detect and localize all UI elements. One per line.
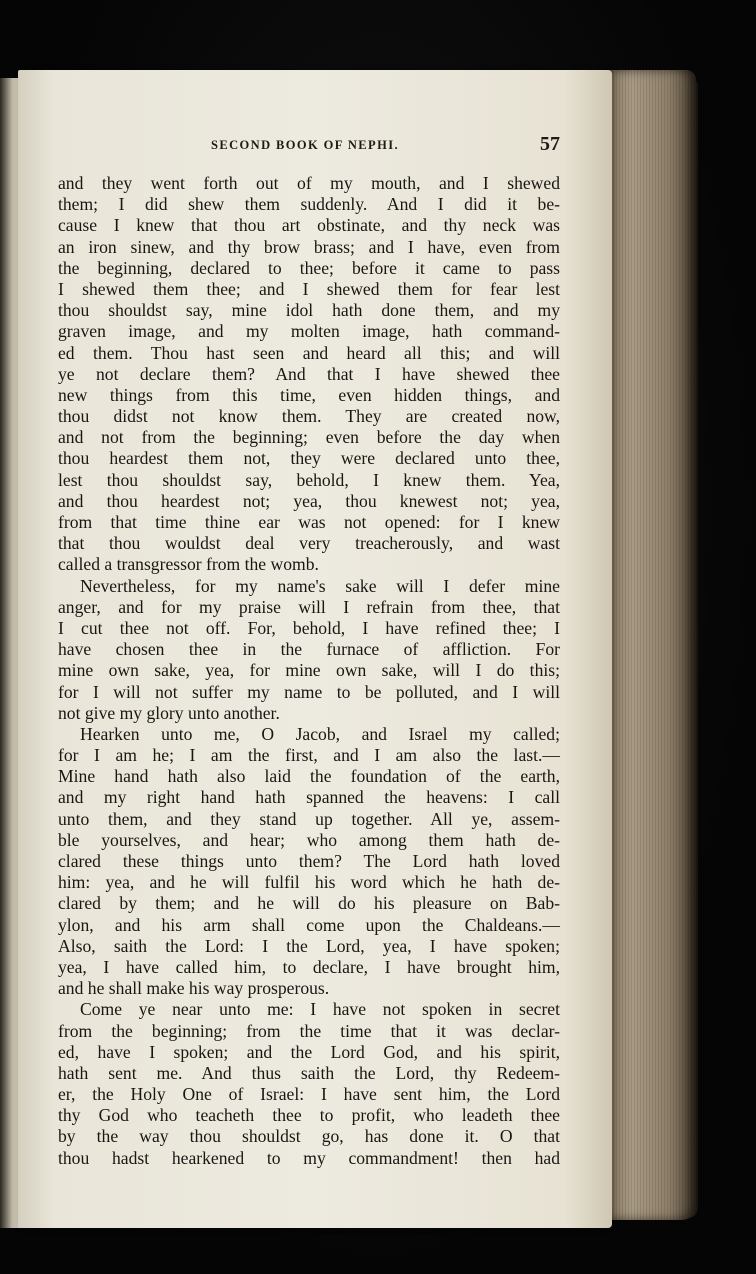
text-line: called a transgressor from the womb.	[58, 554, 319, 575]
text-line: graven image, and my molten image, hath command-	[58, 321, 560, 342]
text-line: thou didst not know them. They are created now,	[58, 406, 560, 427]
text-line: Come ye near unto me: I have not spoken in secret	[80, 999, 560, 1020]
text-line: and they went forth out of my mouth, and I shewed	[58, 173, 560, 193]
text-line: ed them. Thou hast seen and heard all this; and will	[58, 342, 560, 363]
paragraph	[58, 173, 560, 576]
text-line: er, the Holy One of Israel: I have sent him, the Lord	[58, 1084, 560, 1105]
text-line: Nevertheless, for my name's sake will I defer mine	[80, 575, 560, 596]
text-line: I cut thee not off. For, behold, I have refined thee; I	[58, 617, 560, 638]
text-line: new things from this time, even hidden things, and	[58, 384, 560, 405]
text-line: thou hadst hearkened to my commandment! then had	[58, 1147, 560, 1168]
text-line: ble yourselves, and hear; who among them hath de-	[58, 829, 560, 850]
page-number: 57	[540, 133, 560, 155]
paragraph	[58, 999, 560, 1169]
text-line: lest thou shouldst say, behold, I knew them. Yea,	[58, 469, 560, 490]
paragraph	[58, 576, 560, 724]
text-line: anger, and for my praise will I refrain from thee, that	[58, 596, 560, 617]
text-line: clared these things unto them? The Lord hath loved	[58, 851, 560, 871]
text-line: Also, saith the Lord: I the Lord, yea, I have spoken;	[58, 935, 560, 956]
text-line: Mine hand hath also laid the foundation of the earth,	[58, 766, 560, 787]
text-line: by the way thou shouldst go, has done it. O that	[58, 1126, 560, 1147]
text-line: for I am he; I am the first, and I am also the last.—	[58, 745, 560, 766]
text-line: thy God who teacheth thee to profit, who leadeth thee	[58, 1105, 560, 1126]
text-line: and thou heardest not; yea, thou knewest not; yea,	[58, 490, 560, 511]
text-line: and not from the beginning; even before the day when	[58, 427, 560, 448]
running-head	[40, 133, 560, 158]
text-line: an iron sinew, and thy brow brass; and I have, even from	[58, 236, 560, 257]
text-line: from the beginning; from the time that it was declar-	[58, 1020, 560, 1041]
text-line: him: yea, and he will fulfil his word which he hath de-	[58, 872, 560, 893]
text-line: from that time thine ear was not opened: for I knew	[58, 512, 560, 532]
text-line: cause I knew that thou art obstinate, and thy neck was	[58, 215, 560, 236]
text-line: that thou wouldst deal very treacherously, and wast	[58, 533, 560, 554]
text-line: mine own sake, yea, for mine own sake, will I do this;	[58, 660, 560, 681]
text-line: them; I did shew them suddenly. And I did it be-	[58, 194, 560, 215]
text-line: hath sent me. And thus saith the Lord, thy Redeem-	[58, 1062, 560, 1083]
text-line: ylon, and his arm shall come upon the Chaldeans.—	[58, 914, 560, 935]
text-line: thou heardest them not, they were declared unto thee,	[58, 448, 560, 469]
text-line: thou shouldst say, mine idol hath done them, and my	[58, 300, 560, 321]
text-line: unto them, and they stand up together. All ye, assem-	[58, 808, 560, 829]
text-line: ye not declare them? And that I have shewed thee	[58, 363, 560, 384]
page-text	[58, 173, 560, 1169]
text-line: and my right hand hath spanned the heavens: I call	[58, 787, 560, 808]
text-line: for I will not suffer my name to be polluted, and I will	[58, 681, 560, 702]
paragraph	[58, 724, 560, 999]
text-line: and he shall make his way prosperous.	[58, 978, 330, 999]
text-line: the beginning, declared to thee; before it came to pass	[58, 257, 560, 278]
text-line: clared by them; and he will do his pleasure on Bab-	[58, 893, 560, 914]
text-line: I shewed them thee; and I shewed them for fear lest	[58, 278, 560, 299]
running-head-title: SECOND BOOK OF NEPHI.	[211, 138, 399, 152]
page-fore-edge	[604, 70, 696, 1220]
text-line: have chosen thee in the furnace of affliction. For	[58, 639, 560, 660]
text-line: Hearken unto me, O Jacob, and Israel my called;	[80, 723, 560, 744]
text-line: not give my glory unto another.	[58, 702, 280, 723]
text-line: ed, have I spoken; and the Lord God, and his spirit,	[58, 1041, 560, 1062]
text-line: yea, I have called him, to declare, I have brought him,	[58, 956, 560, 977]
